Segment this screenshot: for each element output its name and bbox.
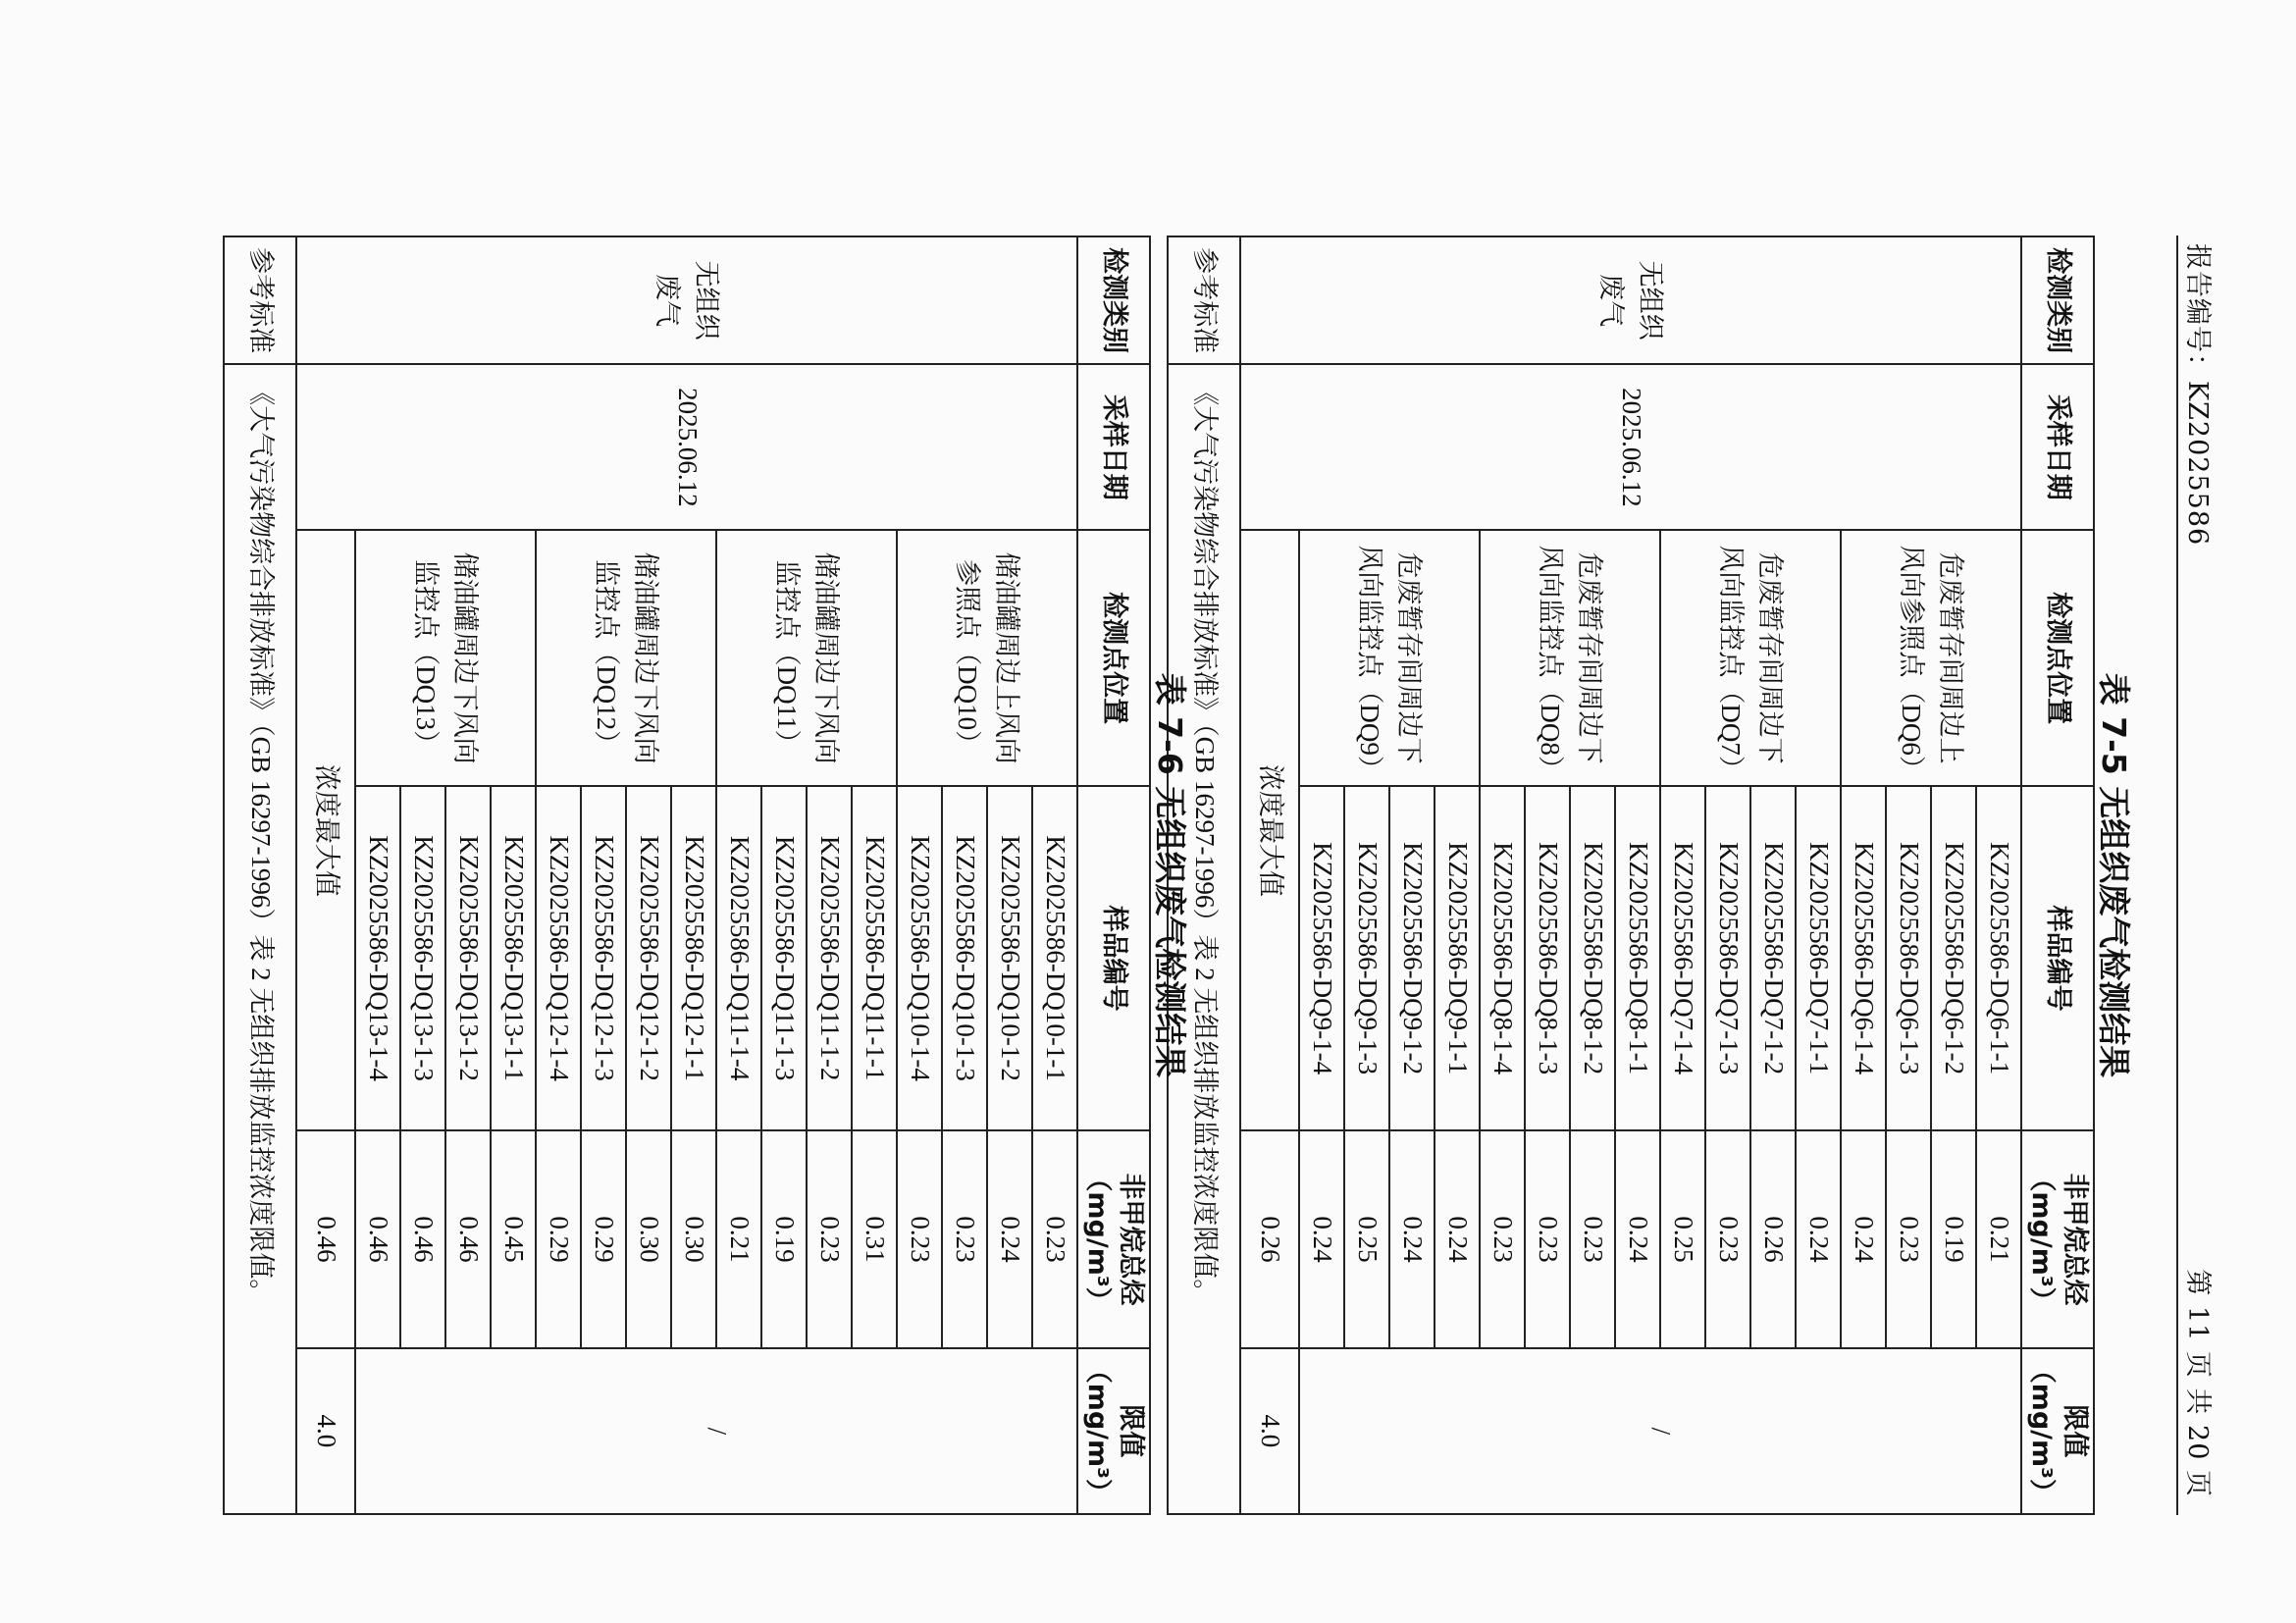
- monitoring-point-cell: 危废暂存间周边下风向监控点（DQ8）: [1480, 530, 1660, 785]
- sample-id-cell: KZ2025586-DQ13-1-3: [400, 786, 445, 1131]
- sample-id-cell: KZ2025586-DQ7-1-4: [1660, 786, 1705, 1131]
- monitoring-point-cell: 危废暂存间周边下风向监控点（DQ9）: [1299, 530, 1480, 785]
- nmhc-value-cell: 0.23: [897, 1130, 942, 1347]
- header-divider: [2176, 236, 2178, 1515]
- sample-id-cell: KZ2025586-DQ7-1-1: [1796, 786, 1841, 1131]
- header-point: 检测点位置: [1077, 530, 1150, 785]
- nmhc-value-cell: 0.19: [1931, 1130, 1976, 1347]
- sample-id-cell: KZ2025586-DQ12-1-4: [536, 786, 581, 1131]
- sample-id-cell: KZ2025586-DQ6-1-2: [1931, 786, 1976, 1131]
- nmhc-value-cell: 0.23: [1480, 1130, 1525, 1347]
- reference-text-cell: 《大气污染物综合排放标准》（GB 16297-1996）表 2 无组织排放监控浓度限值。: [224, 364, 296, 1514]
- reference-row: [224, 236, 296, 1514]
- max-limit-cell: 4.0: [1240, 1348, 1299, 1514]
- report-number: 报告编号：KZ2025586: [2182, 243, 2213, 547]
- sample-id-cell: KZ2025586-DQ8-1-3: [1525, 786, 1570, 1131]
- page-indicator: 第 11 页 共 20 页: [2182, 1269, 2213, 1497]
- sample-id-cell: KZ2025586-DQ12-1-3: [581, 786, 626, 1131]
- max-label-cell: 浓度最大值: [296, 530, 355, 1130]
- sampling-date-cell: 2025.06.12: [1240, 364, 2021, 530]
- nmhc-value-cell: 0.46: [400, 1130, 445, 1347]
- monitoring-point-cell: 储油罐周边上风向参照点（DQ10）: [897, 530, 1077, 785]
- header-row: [1077, 236, 1150, 1514]
- sample-id-cell: KZ2025586-DQ8-1-2: [1570, 786, 1615, 1131]
- monitoring-point-cell: 危废暂存间周边上风向参照点（DQ6）: [1841, 530, 2021, 785]
- sample-id-cell: KZ2025586-DQ8-1-1: [1615, 786, 1660, 1131]
- nmhc-value-cell: 0.26: [1750, 1130, 1796, 1347]
- monitoring-point-cell: 储油罐周边下风向监控点（DQ11）: [716, 530, 897, 785]
- nmhc-value-cell: 0.24: [1435, 1130, 1480, 1347]
- sample-id-cell: KZ2025586-DQ6-1-4: [1841, 786, 1886, 1131]
- max-limit-cell: 4.0: [296, 1348, 355, 1514]
- nmhc-value-cell: 0.23: [1886, 1130, 1931, 1347]
- sample-id-cell: KZ2025586-DQ8-1-4: [1480, 786, 1525, 1131]
- header-row: [2021, 236, 2094, 1514]
- max-value-cell: 0.46: [296, 1130, 355, 1347]
- sample-id-cell: KZ2025586-DQ11-1-1: [852, 786, 897, 1131]
- sample-id-cell: KZ2025586-DQ10-1-3: [942, 786, 987, 1131]
- nmhc-value-cell: 0.30: [671, 1130, 716, 1347]
- nmhc-value-cell: 0.23: [1032, 1130, 1077, 1347]
- table-7-6-caption: 表 7-6 无组织废气检测结果: [1151, 672, 1189, 1078]
- nmhc-value-cell: 0.46: [355, 1130, 400, 1347]
- header-value: 非甲烷总烃（mg/m³）: [2021, 1130, 2094, 1347]
- table-row: [1976, 236, 2021, 1514]
- sample-id-cell: KZ2025586-DQ6-1-1: [1976, 786, 2021, 1131]
- monitoring-point-cell: 储油罐周边下风向监控点（DQ13）: [355, 530, 536, 785]
- sample-id-cell: KZ2025586-DQ13-1-2: [445, 786, 491, 1131]
- nmhc-value-cell: 0.29: [581, 1130, 626, 1347]
- header-limit: 限值（mg/m³）: [1077, 1348, 1150, 1514]
- sample-id-cell: KZ2025586-DQ10-1-1: [1032, 786, 1077, 1131]
- nmhc-value-cell: 0.24: [1389, 1130, 1435, 1347]
- max-value-cell: 0.26: [1240, 1130, 1299, 1347]
- monitoring-point-cell: 危废暂存间周边下风向监控点（DQ7）: [1660, 530, 1841, 785]
- header-limit: 限值（mg/m³）: [2021, 1348, 2094, 1514]
- sample-id-cell: KZ2025586-DQ12-1-2: [626, 786, 671, 1131]
- nmhc-value-cell: 0.24: [1796, 1130, 1841, 1347]
- sample-id-cell: KZ2025586-DQ11-1-2: [807, 786, 852, 1131]
- header-category: 检测类别: [1077, 236, 1150, 364]
- header-date: 采样日期: [1077, 364, 1150, 530]
- sample-id-cell: KZ2025586-DQ7-1-3: [1705, 786, 1750, 1131]
- header-sample: 样品编号: [2021, 786, 2094, 1131]
- nmhc-value-cell: 0.21: [1976, 1130, 2021, 1347]
- nmhc-value-cell: 0.31: [852, 1130, 897, 1347]
- nmhc-value-cell: 0.23: [1525, 1130, 1570, 1347]
- header-sample: 样品编号: [1077, 786, 1150, 1131]
- sample-id-cell: KZ2025586-DQ7-1-2: [1750, 786, 1796, 1131]
- reference-label-cell: 参考标准: [1168, 236, 1240, 364]
- table-7-5-caption: 表 7-5 无组织废气检测结果: [2095, 672, 2133, 1078]
- sample-id-cell: KZ2025586-DQ9-1-1: [1435, 786, 1480, 1131]
- sample-id-cell: KZ2025586-DQ9-1-3: [1344, 786, 1389, 1131]
- sample-id-cell: KZ2025586-DQ6-1-3: [1886, 786, 1931, 1131]
- nmhc-value-cell: 0.23: [1705, 1130, 1750, 1347]
- header-date: 采样日期: [2021, 364, 2094, 530]
- max-label-cell: 浓度最大值: [1240, 530, 1299, 1130]
- header-value: 非甲烷总烃（mg/m³）: [1077, 1130, 1150, 1347]
- nmhc-value-cell: 0.21: [716, 1130, 761, 1347]
- header-category: 检测类别: [2021, 236, 2094, 364]
- sample-id-cell: KZ2025586-DQ9-1-2: [1389, 786, 1435, 1131]
- sample-id-cell: KZ2025586-DQ10-1-4: [897, 786, 942, 1131]
- monitoring-point-cell: 储油罐周边下风向监控点（DQ12）: [536, 530, 716, 785]
- table-7-6: [223, 236, 1151, 1515]
- sample-id-cell: KZ2025586-DQ11-1-4: [716, 786, 761, 1131]
- nmhc-value-cell: 0.25: [1660, 1130, 1705, 1347]
- table-row: [1032, 236, 1077, 1514]
- sampling-date-cell: 2025.06.12: [296, 364, 1077, 530]
- nmhc-value-cell: 0.24: [1299, 1130, 1344, 1347]
- nmhc-value-cell: 0.25: [1344, 1130, 1389, 1347]
- header-point: 检测点位置: [2021, 530, 2094, 785]
- sample-id-cell: KZ2025586-DQ9-1-4: [1299, 786, 1344, 1131]
- nmhc-value-cell: 0.24: [1841, 1130, 1886, 1347]
- limit-placeholder-cell: /: [1299, 1348, 2021, 1514]
- reference-label-cell: 参考标准: [224, 236, 296, 364]
- nmhc-value-cell: 0.46: [445, 1130, 491, 1347]
- nmhc-value-cell: 0.19: [761, 1130, 807, 1347]
- sample-id-cell: KZ2025586-DQ13-1-4: [355, 786, 400, 1131]
- reference-text-cell: 《大气污染物综合排放标准》（GB 16297-1996）表 2 无组织排放监控浓度限值。: [1168, 364, 1240, 1514]
- category-cell: 无组织废气: [296, 236, 1077, 364]
- category-cell: 无组织废气: [1240, 236, 2021, 364]
- sample-id-cell: KZ2025586-DQ13-1-1: [491, 786, 536, 1131]
- sample-id-cell: KZ2025586-DQ11-1-3: [761, 786, 807, 1131]
- nmhc-value-cell: 0.23: [1570, 1130, 1615, 1347]
- nmhc-value-cell: 0.29: [536, 1130, 581, 1347]
- nmhc-value-cell: 0.30: [626, 1130, 671, 1347]
- nmhc-value-cell: 0.23: [942, 1130, 987, 1347]
- table-7-5: [1167, 236, 2095, 1515]
- sample-id-cell: KZ2025586-DQ10-1-2: [987, 786, 1032, 1131]
- limit-placeholder-cell: /: [355, 1348, 1077, 1514]
- nmhc-value-cell: 0.24: [1615, 1130, 1660, 1347]
- nmhc-value-cell: 0.23: [807, 1130, 852, 1347]
- sample-id-cell: KZ2025586-DQ12-1-1: [671, 786, 716, 1131]
- nmhc-value-cell: 0.24: [987, 1130, 1032, 1347]
- nmhc-value-cell: 0.45: [491, 1130, 536, 1347]
